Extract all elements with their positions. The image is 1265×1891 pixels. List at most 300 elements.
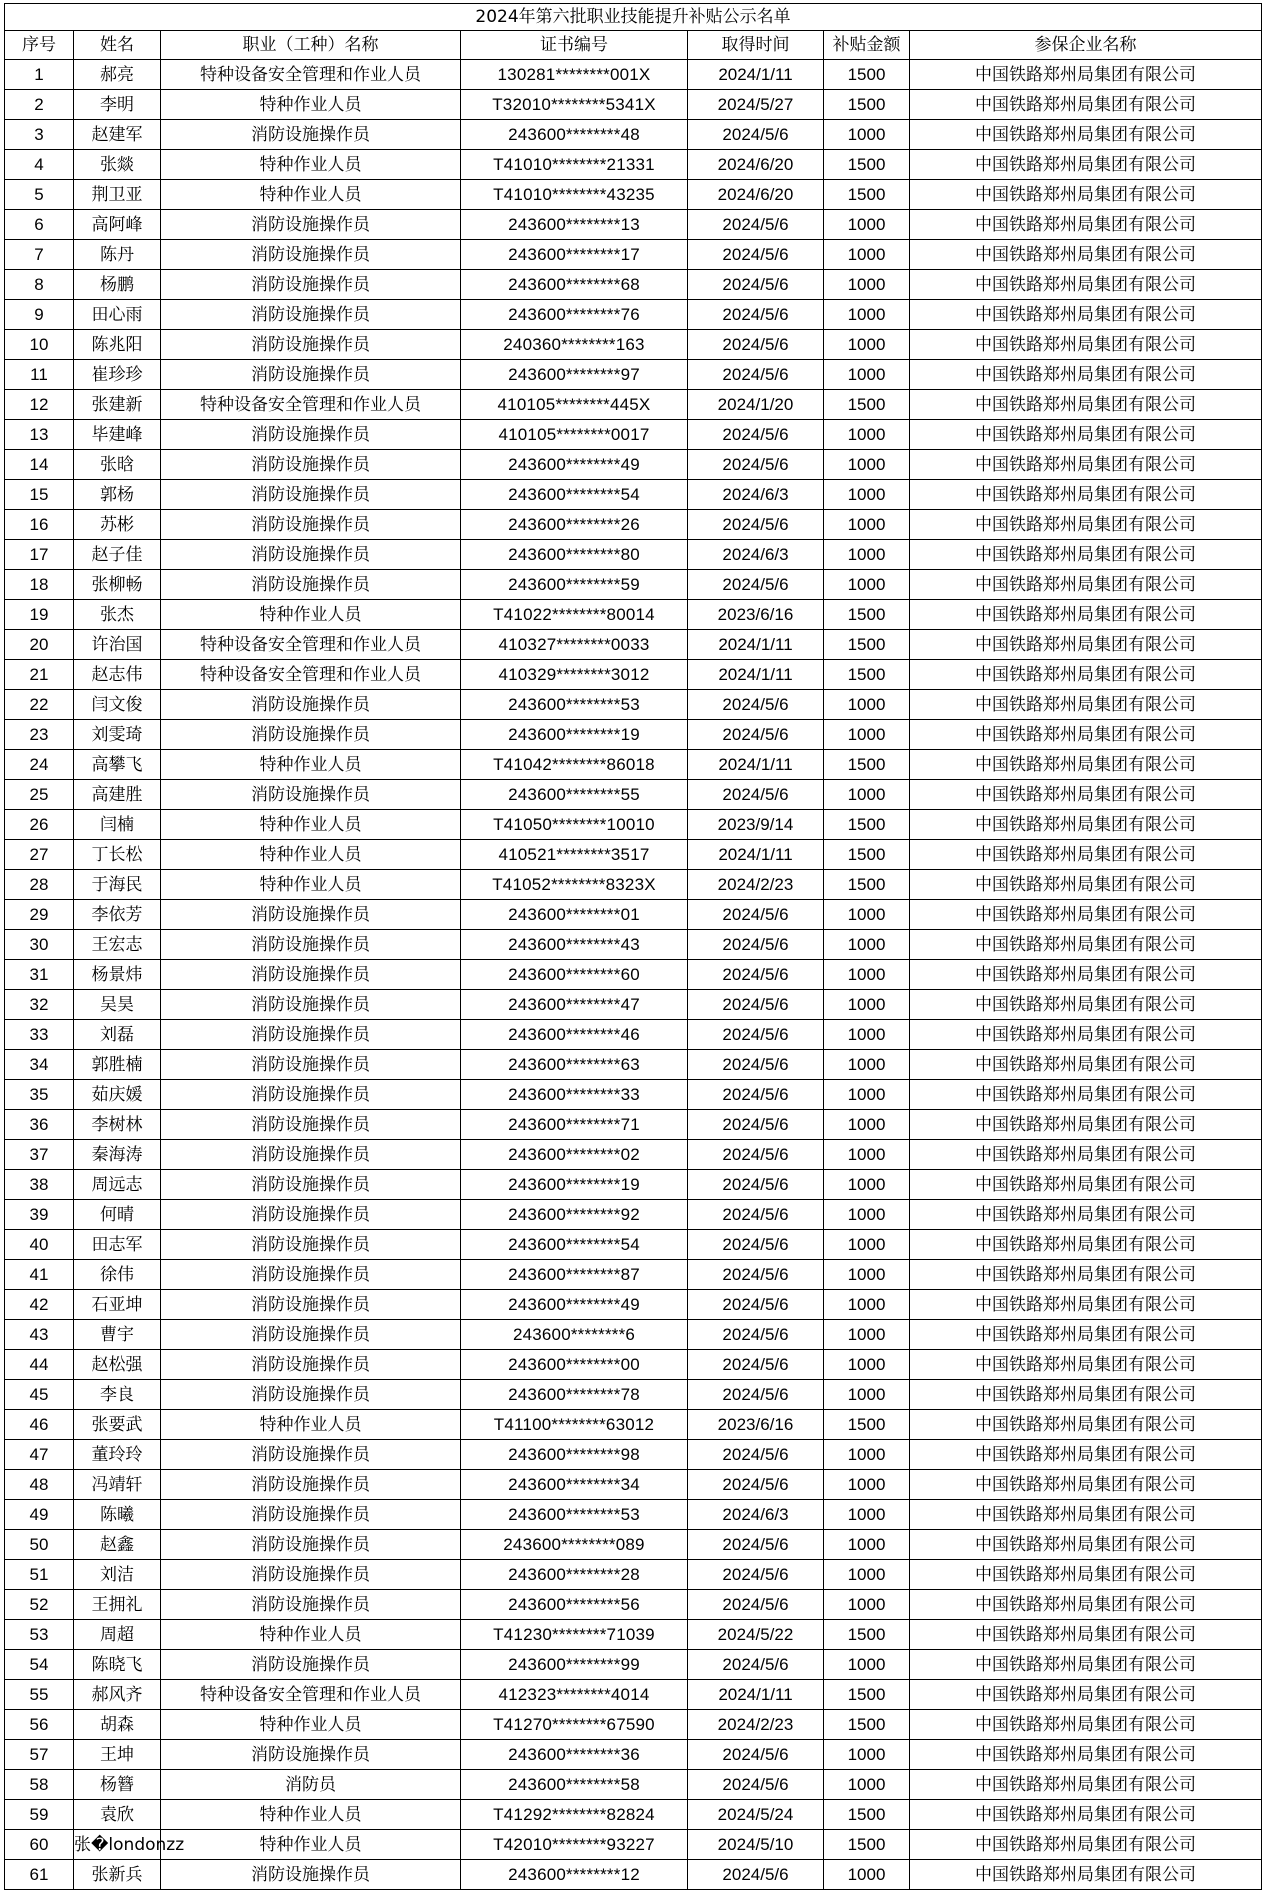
date-cell: 2024/5/22 [688,1620,824,1650]
seq-cell: 14 [5,450,74,480]
name-cell: 胡森 [74,1710,161,1740]
name-cell: 苏彬 [74,510,161,540]
table-row [5,720,1262,750]
date-cell: 2024/5/6 [688,960,824,990]
table-row [5,1860,1262,1890]
table-row [5,1710,1262,1740]
seq-cell: 36 [5,1110,74,1140]
certificate-cell: 243600********28 [461,1560,688,1590]
certificate-cell: 243600********49 [461,1290,688,1320]
seq-cell: 25 [5,780,74,810]
name-cell: 许治国 [74,630,161,660]
certificate-cell: 130281********001X [461,60,688,90]
table-row [5,690,1262,720]
seq-cell: 37 [5,1140,74,1170]
name-cell: 王拥礼 [74,1590,161,1620]
company-cell: 中国铁路郑州局集团有限公司 [910,360,1262,390]
date-cell: 2024/5/6 [688,1770,824,1800]
certificate-cell: 243600********78 [461,1380,688,1410]
amount-cell: 1000 [824,1320,910,1350]
company-cell: 中国铁路郑州局集团有限公司 [910,870,1262,900]
date-cell: 2024/2/23 [688,870,824,900]
date-cell: 2024/1/11 [688,840,824,870]
seq-cell: 56 [5,1710,74,1740]
amount-cell: 1000 [824,1770,910,1800]
table-row [5,1020,1262,1050]
company-cell: 中国铁路郑州局集团有限公司 [910,450,1262,480]
amount-cell: 1500 [824,1830,910,1860]
date-cell: 2024/5/6 [688,1290,824,1320]
name-cell: 于海民 [74,870,161,900]
amount-cell: 1000 [824,240,910,270]
name-cell: 杨景炜 [74,960,161,990]
table-row [5,930,1262,960]
company-cell: 中国铁路郑州局集团有限公司 [910,1500,1262,1530]
amount-cell: 1000 [824,990,910,1020]
date-cell: 2024/5/6 [688,720,824,750]
occupation-cell: 特种作业人员 [161,1620,461,1650]
occupation-cell: 消防设施操作员 [161,570,461,600]
table-row [5,1770,1262,1800]
company-cell: 中国铁路郑州局集团有限公司 [910,1080,1262,1110]
date-cell: 2024/1/11 [688,750,824,780]
date-cell: 2024/5/6 [688,210,824,240]
name-cell: 刘磊 [74,1020,161,1050]
date-cell: 2024/5/6 [688,120,824,150]
certificate-cell: 243600********56 [461,1590,688,1620]
certificate-cell: T42010********93227 [461,1830,688,1860]
seq-cell: 61 [5,1860,74,1890]
document-title: 2024年第六批职业技能提升补贴公示名单 [5,4,1262,31]
seq-cell: 2 [5,90,74,120]
col-header-occupation: 职业（工种）名称 [161,31,461,60]
occupation-cell: 消防设施操作员 [161,1740,461,1770]
certificate-cell: 243600********71 [461,1110,688,1140]
amount-cell: 1000 [824,1440,910,1470]
date-cell: 2024/5/6 [688,1350,824,1380]
seq-cell: 59 [5,1800,74,1830]
occupation-cell: 消防设施操作员 [161,330,461,360]
table-row [5,1080,1262,1110]
table-row [5,1290,1262,1320]
amount-cell: 1500 [824,1620,910,1650]
name-cell: 郝亮 [74,60,161,90]
company-cell: 中国铁路郑州局集团有限公司 [910,1470,1262,1500]
certificate-cell: 243600********60 [461,960,688,990]
company-cell: 中国铁路郑州局集团有限公司 [910,1560,1262,1590]
occupation-cell: 消防设施操作员 [161,1500,461,1530]
table-row [5,630,1262,660]
company-cell: 中国铁路郑州局集团有限公司 [910,1680,1262,1710]
name-cell: 赵松强 [74,1350,161,1380]
date-cell: 2024/6/3 [688,480,824,510]
company-cell: 中国铁路郑州局集团有限公司 [910,540,1262,570]
amount-cell: 1500 [824,660,910,690]
company-cell: 中国铁路郑州局集团有限公司 [910,1290,1262,1320]
company-cell: 中国铁路郑州局集团有限公司 [910,720,1262,750]
occupation-cell: 消防设施操作员 [161,1020,461,1050]
date-cell: 2024/5/6 [688,570,824,600]
company-cell: 中国铁路郑州局集团有限公司 [910,1350,1262,1380]
company-cell: 中国铁路郑州局集团有限公司 [910,1620,1262,1650]
amount-cell: 1500 [824,1800,910,1830]
company-cell: 中国铁路郑州局集团有限公司 [910,600,1262,630]
occupation-cell: 特种设备安全管理和作业人员 [161,660,461,690]
certificate-cell: 243600********26 [461,510,688,540]
occupation-cell: 消防设施操作员 [161,420,461,450]
company-cell: 中国铁路郑州局集团有限公司 [910,240,1262,270]
table-row [5,900,1262,930]
company-cell: 中国铁路郑州局集团有限公司 [910,420,1262,450]
company-cell: 中国铁路郑州局集团有限公司 [910,750,1262,780]
amount-cell: 1500 [824,810,910,840]
company-cell: 中国铁路郑州局集团有限公司 [910,1200,1262,1230]
certificate-cell: T41022********80014 [461,600,688,630]
amount-cell: 1500 [824,630,910,660]
seq-cell: 57 [5,1740,74,1770]
seq-cell: 42 [5,1290,74,1320]
table-row [5,120,1262,150]
date-cell: 2024/5/6 [688,1110,824,1140]
seq-cell: 24 [5,750,74,780]
table-row [5,300,1262,330]
table-row [5,1680,1262,1710]
amount-cell: 1000 [824,510,910,540]
name-cell: 高建胜 [74,780,161,810]
amount-cell: 1000 [824,1500,910,1530]
company-cell: 中国铁路郑州局集团有限公司 [910,1710,1262,1740]
table-row [5,1260,1262,1290]
amount-cell: 1000 [824,1200,910,1230]
amount-cell: 1000 [824,720,910,750]
seq-cell: 32 [5,990,74,1020]
certificate-cell: T41100********63012 [461,1410,688,1440]
date-cell: 2024/5/6 [688,1050,824,1080]
certificate-cell: T41042********86018 [461,750,688,780]
seq-cell: 51 [5,1560,74,1590]
name-cell: 陈晓飞 [74,1650,161,1680]
table-row [5,1740,1262,1770]
table-row [5,1590,1262,1620]
certificate-cell: 243600********13 [461,210,688,240]
occupation-cell: 消防设施操作员 [161,720,461,750]
company-cell: 中国铁路郑州局集团有限公司 [910,1140,1262,1170]
amount-cell: 1500 [824,180,910,210]
name-cell: 周远志 [74,1170,161,1200]
occupation-cell: 消防设施操作员 [161,960,461,990]
name-cell: 闫楠 [74,810,161,840]
date-cell: 2024/5/6 [688,1740,824,1770]
name-cell: 杨鹏 [74,270,161,300]
company-cell: 中国铁路郑州局集团有限公司 [910,1230,1262,1260]
company-cell: 中国铁路郑州局集团有限公司 [910,1530,1262,1560]
table-row [5,750,1262,780]
certificate-cell: 410329********3012 [461,660,688,690]
occupation-cell: 消防设施操作员 [161,1230,461,1260]
name-cell: 杨簪 [74,1770,161,1800]
table-row [5,1140,1262,1170]
company-cell: 中国铁路郑州局集团有限公司 [910,1590,1262,1620]
certificate-cell: T41270********67590 [461,1710,688,1740]
date-cell: 2024/5/6 [688,1230,824,1260]
certificate-cell: 243600********6 [461,1320,688,1350]
company-cell: 中国铁路郑州局集团有限公司 [910,510,1262,540]
company-cell: 中国铁路郑州局集团有限公司 [910,1380,1262,1410]
certificate-cell: 243600********80 [461,540,688,570]
amount-cell: 1000 [824,960,910,990]
table-row [5,1230,1262,1260]
table-row [5,330,1262,360]
table-row [5,240,1262,270]
table-row [5,960,1262,990]
certificate-cell: 243600********63 [461,1050,688,1080]
certificate-cell: 243600********54 [461,1230,688,1260]
certificate-cell: T32010********5341X [461,90,688,120]
company-cell: 中国铁路郑州局集团有限公司 [910,300,1262,330]
date-cell: 2024/5/6 [688,1470,824,1500]
name-cell: 张晗 [74,450,161,480]
table-row [5,840,1262,870]
date-cell: 2023/6/16 [688,1410,824,1440]
company-cell: 中国铁路郑州局集团有限公司 [910,1320,1262,1350]
date-cell: 2024/1/20 [688,390,824,420]
company-cell: 中国铁路郑州局集团有限公司 [910,1740,1262,1770]
seq-cell: 8 [5,270,74,300]
date-cell: 2024/5/6 [688,1080,824,1110]
table-row [5,390,1262,420]
amount-cell: 1000 [824,1080,910,1110]
seq-cell: 34 [5,1050,74,1080]
company-cell: 中国铁路郑州局集团有限公司 [910,570,1262,600]
name-cell: 郭胜楠 [74,1050,161,1080]
company-cell: 中国铁路郑州局集团有限公司 [910,180,1262,210]
table-row [5,780,1262,810]
table-row [5,1320,1262,1350]
seq-cell: 22 [5,690,74,720]
date-cell: 2024/5/6 [688,1320,824,1350]
date-cell: 2024/5/27 [688,90,824,120]
date-cell: 2024/5/6 [688,1590,824,1620]
seq-cell: 52 [5,1590,74,1620]
occupation-cell: 特种作业人员 [161,150,461,180]
header-row [5,31,1262,60]
amount-cell: 1000 [824,1110,910,1140]
amount-cell: 1500 [824,150,910,180]
certificate-cell: T41230********71039 [461,1620,688,1650]
amount-cell: 1000 [824,1170,910,1200]
amount-cell: 1500 [824,1710,910,1740]
seq-cell: 10 [5,330,74,360]
occupation-cell: 特种作业人员 [161,1710,461,1740]
occupation-cell: 消防设施操作员 [161,450,461,480]
seq-cell: 49 [5,1500,74,1530]
date-cell: 2024/5/6 [688,1650,824,1680]
name-cell: 董玲玲 [74,1440,161,1470]
table-row [5,1650,1262,1680]
table-row [5,540,1262,570]
company-cell: 中国铁路郑州局集团有限公司 [910,1800,1262,1830]
occupation-cell: 消防设施操作员 [161,1440,461,1470]
certificate-cell: 243600********089 [461,1530,688,1560]
amount-cell: 1000 [824,540,910,570]
date-cell: 2024/6/20 [688,150,824,180]
amount-cell: 1500 [824,1410,910,1440]
subsidy-roster-table [4,3,1262,1890]
company-cell: 中国铁路郑州局集团有限公司 [910,1410,1262,1440]
date-cell: 2023/9/14 [688,810,824,840]
amount-cell: 1000 [824,270,910,300]
name-cell: 高阿峰 [74,210,161,240]
seq-cell: 20 [5,630,74,660]
name-cell: 袁欣 [74,1800,161,1830]
seq-cell: 45 [5,1380,74,1410]
seq-cell: 19 [5,600,74,630]
name-cell: 张要武 [74,1410,161,1440]
table-row [5,1560,1262,1590]
occupation-cell: 消防设施操作员 [161,1290,461,1320]
seq-cell: 17 [5,540,74,570]
name-cell: 王宏志 [74,930,161,960]
name-cell: 赵鑫 [74,1530,161,1560]
certificate-cell: 243600********58 [461,1770,688,1800]
date-cell: 2024/5/10 [688,1830,824,1860]
name-cell: 茹庆媛 [74,1080,161,1110]
occupation-cell: 消防设施操作员 [161,480,461,510]
occupation-cell: 特种设备安全管理和作业人员 [161,390,461,420]
table-row [5,150,1262,180]
date-cell: 2024/5/6 [688,360,824,390]
company-cell: 中国铁路郑州局集团有限公司 [910,930,1262,960]
amount-cell: 1000 [824,1590,910,1620]
company-cell: 中国铁路郑州局集团有限公司 [910,270,1262,300]
company-cell: 中国铁路郑州局集团有限公司 [910,330,1262,360]
table-row [5,1200,1262,1230]
certificate-cell: 243600********48 [461,120,688,150]
table-row [5,1530,1262,1560]
table-row [5,600,1262,630]
amount-cell: 1000 [824,690,910,720]
occupation-cell: 消防设施操作员 [161,360,461,390]
certificate-cell: 243600********54 [461,480,688,510]
table-row [5,360,1262,390]
occupation-cell: 消防设施操作员 [161,1350,461,1380]
amount-cell: 1500 [824,1680,910,1710]
seq-cell: 7 [5,240,74,270]
occupation-cell: 消防设施操作员 [161,1200,461,1230]
occupation-cell: 特种作业人员 [161,810,461,840]
date-cell: 2024/2/23 [688,1710,824,1740]
date-cell: 2024/5/6 [688,300,824,330]
certificate-cell: 410327********0033 [461,630,688,660]
table-row [5,90,1262,120]
date-cell: 2024/5/6 [688,1860,824,1890]
seq-cell: 39 [5,1200,74,1230]
certificate-cell: 243600********12 [461,1860,688,1890]
certificate-cell: T41050********10010 [461,810,688,840]
certificate-cell: 410521********3517 [461,840,688,870]
col-header-certificate: 证书编号 [461,31,688,60]
seq-cell: 60 [5,1830,74,1860]
amount-cell: 1000 [824,1470,910,1500]
table-row [5,1170,1262,1200]
occupation-cell: 消防设施操作员 [161,1080,461,1110]
certificate-cell: 410105********0017 [461,420,688,450]
company-cell: 中国铁路郑州局集团有限公司 [910,480,1262,510]
company-cell: 中国铁路郑州局集团有限公司 [910,1440,1262,1470]
seq-cell: 55 [5,1680,74,1710]
certificate-cell: 243600********98 [461,1440,688,1470]
amount-cell: 1000 [824,900,910,930]
certificate-cell: 243600********01 [461,900,688,930]
occupation-cell: 消防设施操作员 [161,1590,461,1620]
name-cell: 赵志伟 [74,660,161,690]
certificate-cell: 243600********53 [461,1500,688,1530]
seq-cell: 43 [5,1320,74,1350]
certificate-cell: 243600********19 [461,720,688,750]
amount-cell: 1500 [824,870,910,900]
seq-cell: 4 [5,150,74,180]
table-row [5,510,1262,540]
amount-cell: 1000 [824,780,910,810]
date-cell: 2024/5/6 [688,1440,824,1470]
date-cell: 2024/5/6 [688,1530,824,1560]
certificate-cell: 243600********59 [461,570,688,600]
amount-cell: 1000 [824,480,910,510]
date-cell: 2024/5/6 [688,1140,824,1170]
occupation-cell: 特种设备安全管理和作业人员 [161,1680,461,1710]
company-cell: 中国铁路郑州局集团有限公司 [910,1830,1262,1860]
name-cell: 曹宇 [74,1320,161,1350]
name-cell: 郝风齐 [74,1680,161,1710]
table-row [5,570,1262,600]
name-cell: 郭杨 [74,480,161,510]
table-row [5,660,1262,690]
company-cell: 中国铁路郑州局集团有限公司 [910,1650,1262,1680]
date-cell: 2024/5/6 [688,690,824,720]
date-cell: 2024/5/6 [688,240,824,270]
col-header-amount: 补贴金额 [824,31,910,60]
amount-cell: 1000 [824,930,910,960]
certificate-cell: 243600********92 [461,1200,688,1230]
name-cell: 荆卫亚 [74,180,161,210]
name-cell: 何晴 [74,1200,161,1230]
date-cell: 2023/6/16 [688,600,824,630]
amount-cell: 1000 [824,450,910,480]
amount-cell: 1000 [824,1530,910,1560]
certificate-cell: 243600********43 [461,930,688,960]
date-cell: 2024/1/11 [688,660,824,690]
seq-cell: 18 [5,570,74,600]
name-cell: 秦海涛 [74,1140,161,1170]
company-cell: 中国铁路郑州局集团有限公司 [910,210,1262,240]
amount-cell: 1000 [824,1140,910,1170]
date-cell: 2024/1/11 [688,1680,824,1710]
occupation-cell: 特种作业人员 [161,840,461,870]
name-cell: 张新兵 [74,1860,161,1890]
occupation-cell: 消防设施操作员 [161,1140,461,1170]
company-cell: 中国铁路郑州局集团有限公司 [910,1860,1262,1890]
seq-cell: 31 [5,960,74,990]
certificate-cell: T41010********43235 [461,180,688,210]
certificate-cell: 240360********163 [461,330,688,360]
certificate-cell: 412323********4014 [461,1680,688,1710]
occupation-cell: 消防设施操作员 [161,1260,461,1290]
seq-cell: 1 [5,60,74,90]
seq-cell: 21 [5,660,74,690]
amount-cell: 1000 [824,300,910,330]
company-cell: 中国铁路郑州局集团有限公司 [910,1110,1262,1140]
seq-cell: 6 [5,210,74,240]
